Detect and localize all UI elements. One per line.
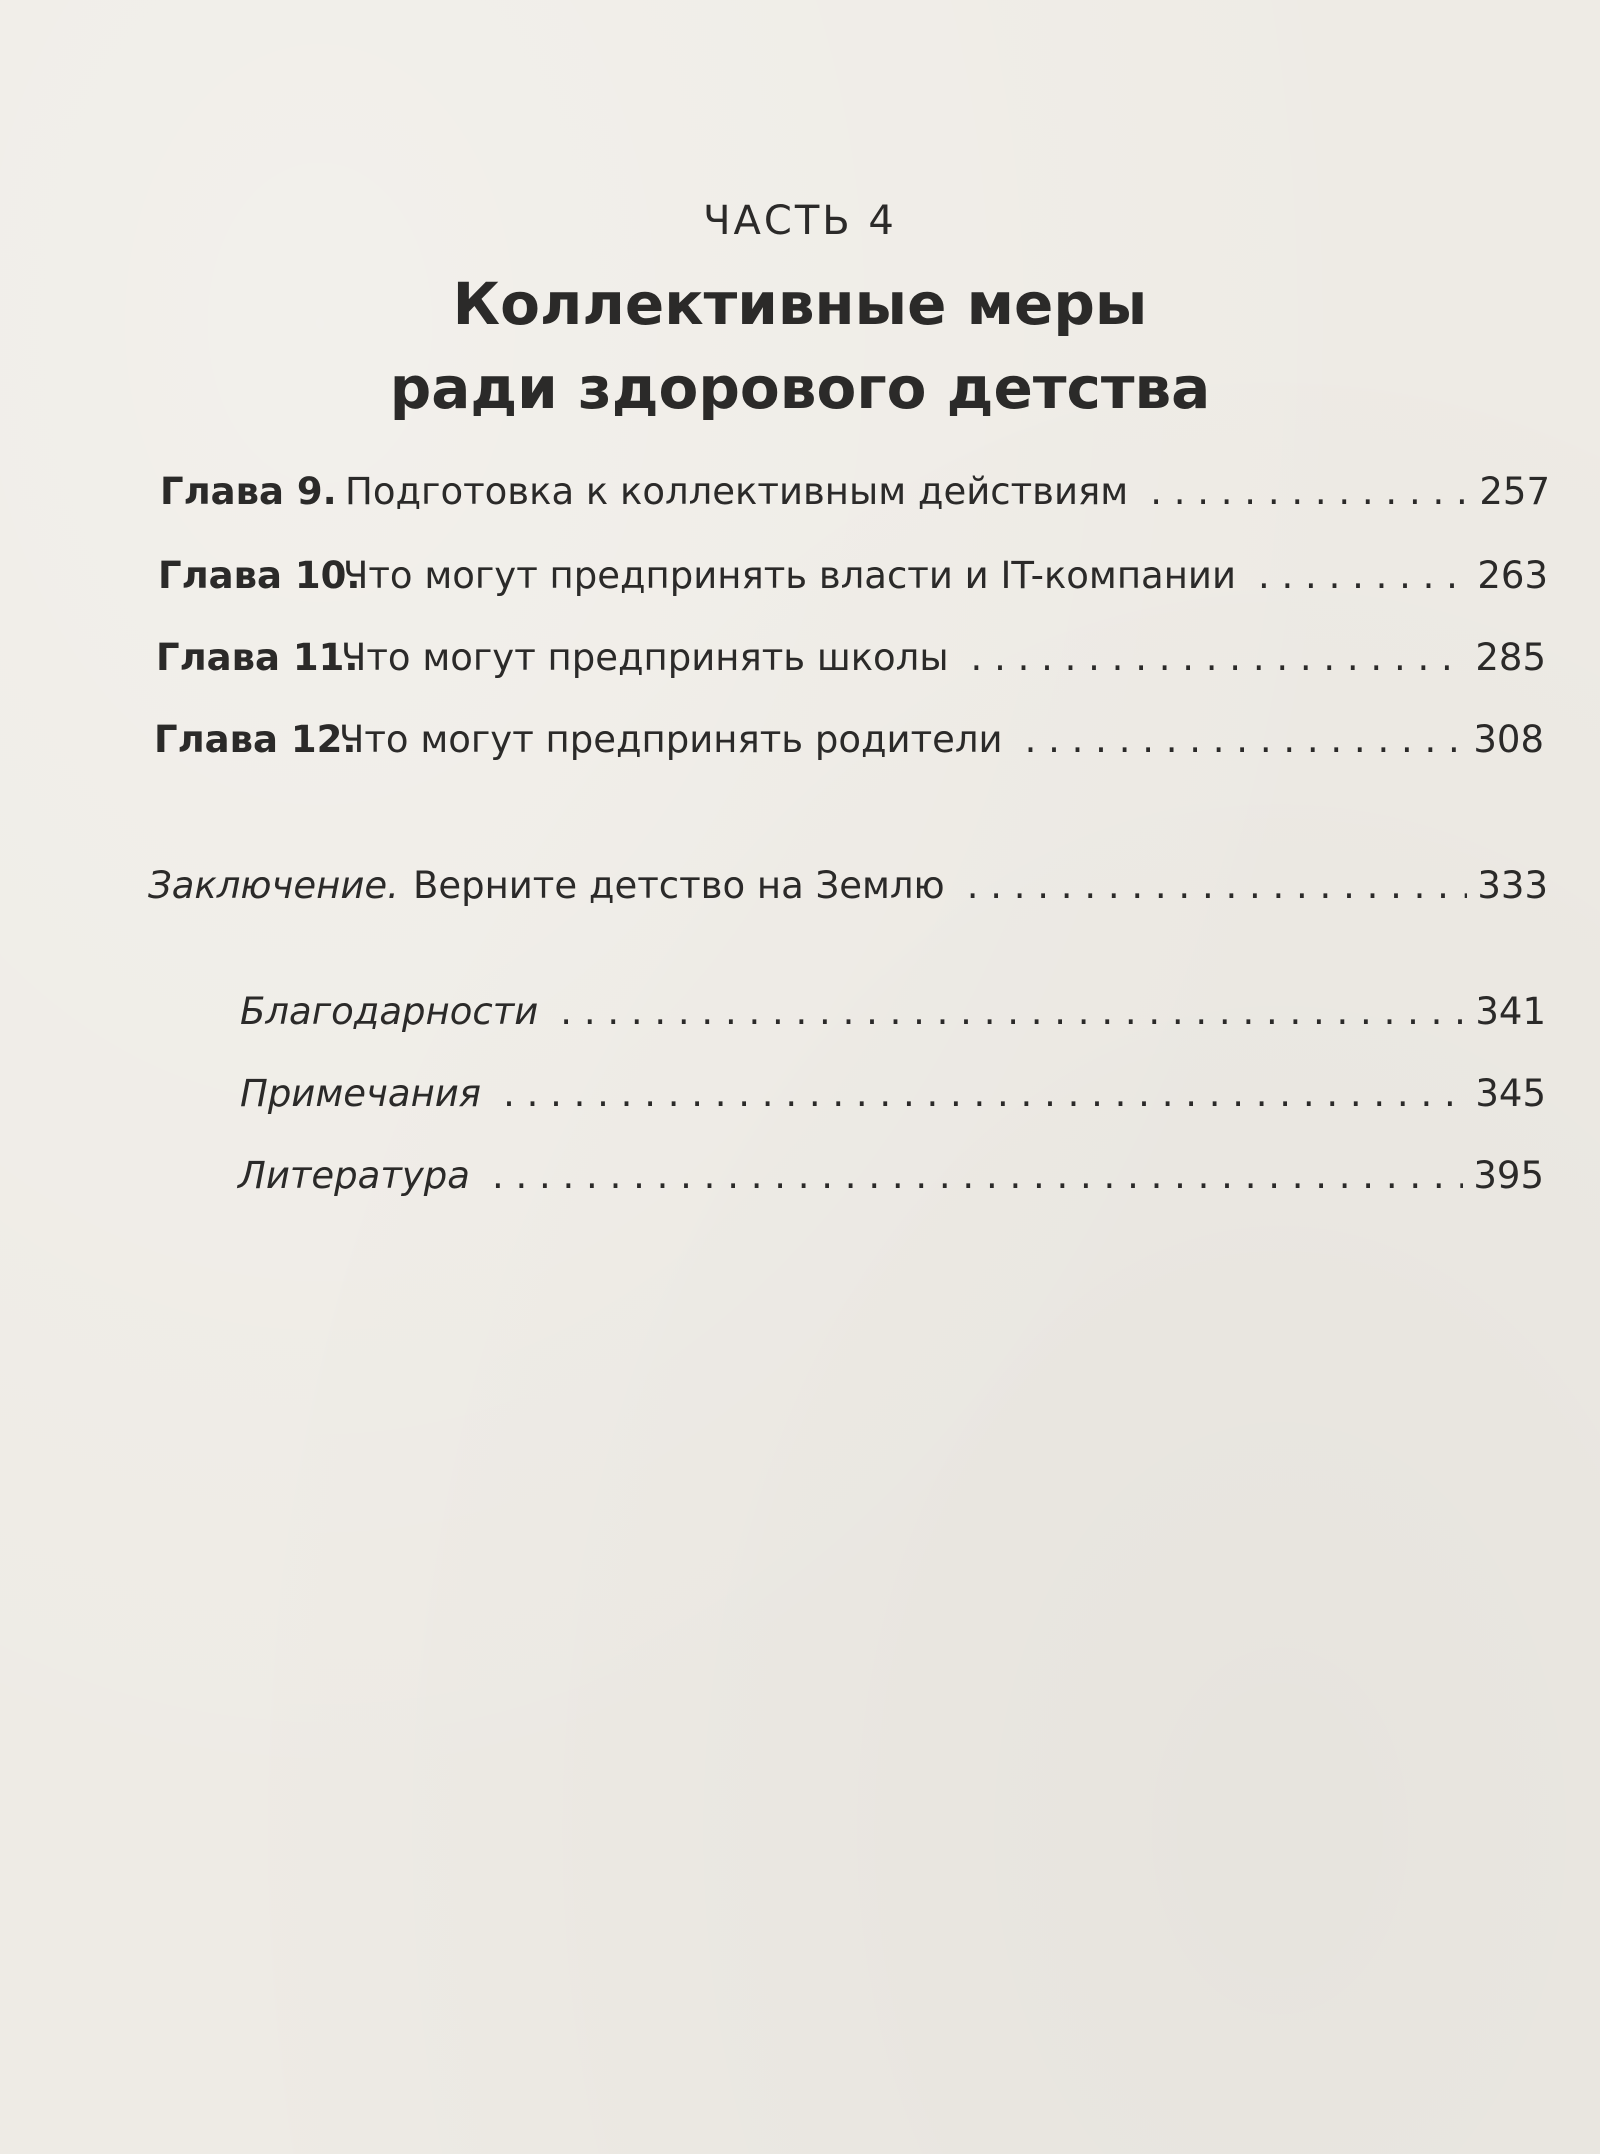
chapter-title: Что могут предпринять школы: [341, 636, 949, 679]
page-number: 333: [1477, 864, 1548, 907]
dot-leader: [560, 990, 1465, 1033]
part-title-line-2: ради здорового детства: [389, 354, 1211, 422]
back-matter-title: Примечания: [240, 1072, 482, 1115]
dot-leader: [503, 1072, 1465, 1115]
page-number: 263: [1477, 554, 1548, 597]
page-number: 285: [1475, 636, 1546, 679]
chapter-title: Что могут предпринять власти и IT-компании: [343, 554, 1236, 597]
dot-leader: [1025, 718, 1464, 761]
chapter-title: Подготовка к коллективным действиям: [345, 470, 1129, 513]
page-number: 308: [1473, 718, 1544, 761]
chapter-number: Глава 9.: [160, 470, 337, 513]
page-number: 341: [1475, 990, 1546, 1033]
page-number: 395: [1473, 1154, 1544, 1197]
chapter-number: Глава 12.: [154, 718, 357, 761]
dot-leader: [492, 1154, 1463, 1197]
part-title: [0, 262, 1600, 430]
toc-entry-chapter-10[interactable]: [158, 554, 1548, 610]
part-label: ЧАСТЬ 4: [703, 198, 897, 244]
chapter-number: Глава 11.: [156, 636, 359, 679]
toc-entry-chapter-9[interactable]: [160, 470, 1550, 526]
dot-leader: [1258, 554, 1467, 597]
chapter-number: Глава 10.: [158, 554, 361, 597]
page-number: 345: [1475, 1072, 1546, 1115]
chapter-title: Что могут предпринять родители: [339, 718, 1003, 761]
back-matter-title: Литература: [238, 1154, 470, 1197]
toc-entry-notes[interactable]: [240, 1072, 1546, 1128]
toc-entry-acknowledgements[interactable]: [240, 990, 1546, 1046]
part-title-line-1: Коллективные меры: [452, 270, 1148, 338]
dot-leader: [971, 636, 1466, 679]
dot-leader: [967, 864, 1468, 907]
toc-entry-chapter-11[interactable]: [156, 636, 1546, 692]
toc-entry-chapter-12[interactable]: [154, 718, 1544, 774]
dot-leader: [1150, 470, 1469, 513]
conclusion-label: Заключение.: [148, 864, 399, 907]
toc-entry-conclusion[interactable]: [148, 864, 1548, 920]
toc-entry-bibliography[interactable]: [238, 1154, 1544, 1210]
page-number: 257: [1479, 470, 1550, 513]
back-matter-title: Благодарности: [240, 990, 539, 1033]
conclusion-title: Верните детство на Землю: [412, 864, 945, 907]
